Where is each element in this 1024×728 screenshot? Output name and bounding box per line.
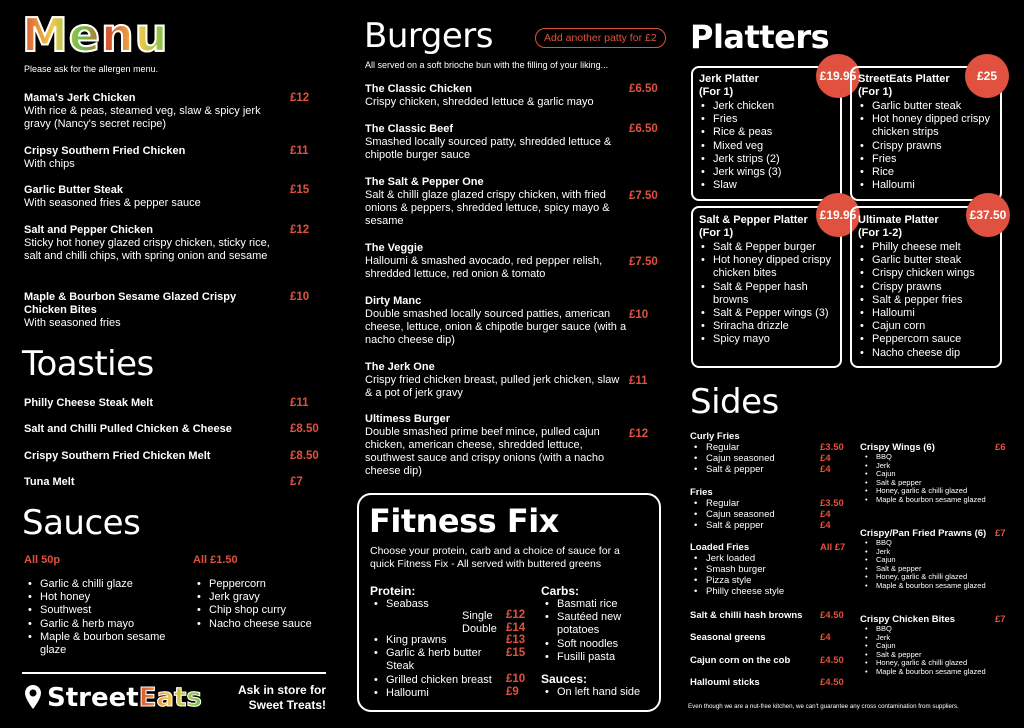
list-item (24, 450, 210, 463)
list-item: • Nacho cheese sauce (193, 618, 333, 631)
list-item: • Salt & Pepper hash browns (697, 281, 842, 307)
list-item: • Hot honey dipped crispy chicken bites (697, 254, 842, 280)
item-desc: Double smashed locally sourced patties, american cheese, lettuce, onion & chipotle burger sauce (with a nacho cheese dip) (365, 308, 627, 346)
sweet-treats-note (218, 683, 326, 713)
item-price: £4 (820, 632, 831, 643)
item-name: The Veggie (365, 242, 424, 254)
item-desc: With rice & peas, steamed veg, slaw & spicy jerk gravy (Nancy's secret recipe) (24, 105, 261, 130)
crispy-wings-list (860, 453, 1000, 505)
list-item: • Halloumi (856, 179, 996, 192)
list-item: • Regular (690, 498, 810, 509)
list-item (365, 176, 627, 228)
list-item: • Jerk (860, 548, 1000, 557)
list-item (365, 83, 625, 109)
item-name: Mama's Jerk Chicken (24, 92, 136, 104)
fries-label: Fries (690, 487, 713, 498)
fries-list (690, 498, 810, 531)
item-price: £4.50 (820, 610, 844, 621)
list-item (365, 123, 625, 162)
item-price: £14 (506, 622, 526, 634)
location-pin-icon (24, 684, 42, 715)
list-item: • Peppercorn sauce (856, 333, 1001, 346)
list-item: • Garlic butter steak (856, 100, 996, 113)
item-price: £10 (290, 291, 310, 303)
carbs-list (541, 598, 653, 664)
sweet-line-1: Ask in store for (237, 683, 326, 697)
list-item (24, 92, 284, 131)
list-item: • On left hand side (541, 686, 653, 699)
list-item: • Garlic & herb butter Steak (370, 647, 500, 673)
list-item: • Crispy prawns (856, 140, 996, 153)
list-item: • Crispy prawns (856, 281, 1001, 294)
list-item (365, 413, 627, 478)
list-item: • BBQ (860, 625, 1000, 634)
item-price: £12 (506, 609, 526, 621)
seabass-double: Double (462, 623, 497, 635)
list-item (24, 291, 274, 330)
platter-items (697, 100, 837, 192)
seabass-single: Single (462, 610, 493, 622)
item-price: £9 (506, 686, 519, 698)
list-item: • Garlic & chilli glaze (24, 578, 174, 591)
list-item: • Salt & pepper (690, 464, 810, 475)
list-item: • BBQ (860, 539, 1000, 548)
list-item: • Hot honey (24, 591, 174, 604)
item-price: £7 (290, 476, 303, 488)
sides-title: Sides (690, 382, 779, 422)
list-item (24, 224, 284, 263)
burgers-subtitle: All served on a soft brioche bun with the filling of your liking... (365, 60, 609, 70)
sauces-50p-list (24, 578, 174, 657)
list-item: • Sriracha drizzle (697, 320, 842, 333)
list-item: • Honey, garlic & chilli glazed (860, 573, 1000, 582)
item-name: Philly Cheese Steak Melt (24, 397, 153, 409)
item-price: £7.50 (629, 190, 658, 202)
platter-name (858, 214, 939, 240)
list-item: • Regular (690, 442, 810, 453)
platter-items (856, 100, 996, 192)
allergy-footnote: Even though we are a nut-free kitchen, we can't guarantee any cross contamination from suppliers. (688, 703, 959, 710)
list-item: • Southwest (24, 604, 174, 617)
item-price: £3.50 (820, 442, 844, 453)
list-item: • Honey, garlic & chilli glazed (860, 487, 1000, 496)
fitness-fix-title: Fitness Fix (369, 502, 559, 540)
sauces-50p-label: All 50p (24, 554, 61, 566)
list-item: • Garlic & herb mayo (24, 618, 174, 631)
list-item: • Salt & pepper (690, 520, 810, 531)
platter-items (697, 241, 842, 347)
platter-title: Jerk Platter (699, 73, 759, 85)
protein-list (370, 598, 520, 611)
protein-label: Protein: (370, 584, 416, 598)
platters-title: Platters (690, 18, 830, 56)
list-item: • Maple & bourbon sesame glazed (860, 668, 1000, 677)
list-item: • Halloumi (370, 687, 500, 700)
loaded-fries-label: Loaded Fries (690, 542, 750, 553)
list-item: • Slaw (697, 179, 837, 192)
item-price: £6 (995, 442, 1006, 453)
list-item: • Nacho cheese dip (856, 347, 1001, 360)
chicken-bites-list (860, 625, 1000, 677)
item-name: Ultimess Burger (365, 413, 450, 425)
list-item: • Cajun (860, 470, 1000, 479)
list-item: • Soft noodles (541, 638, 653, 651)
platter-title: Ultimate Platter (858, 214, 939, 226)
list-item: • Peppercorn (193, 578, 333, 591)
item-desc: With seasoned fries (24, 317, 121, 329)
item-desc: With seasoned fries & pepper sauce (24, 197, 201, 209)
list-item: • Crispy chicken wings (856, 267, 1001, 280)
platter-items (856, 241, 1001, 360)
item-price: £11 (290, 397, 309, 409)
item-price: £6.50 (629, 83, 658, 95)
item-name: Tuna Melt (24, 476, 75, 488)
list-item: • Basmati rice (541, 598, 653, 611)
list-item: • Jerk (860, 462, 1000, 471)
item-name: Salt and Pepper Chicken (24, 224, 153, 236)
list-item: • Chip shop curry (193, 604, 333, 617)
list-item: • King prawns (370, 634, 500, 647)
item-price: £10 (629, 309, 649, 321)
item-name: The Classic Beef (365, 123, 454, 135)
brand-street: Street (47, 683, 139, 713)
brand-logo (47, 683, 202, 713)
list-item: • Rice (856, 166, 996, 179)
item-price: £7 (995, 614, 1006, 625)
platter-name (699, 73, 759, 99)
item-price: £12 (629, 428, 649, 440)
price-badge: £25 (965, 54, 1009, 98)
item-desc: Halloumi & smashed avocado, red pepper relish, shredded lettuce, red onion & tomato (365, 255, 603, 280)
list-item (24, 184, 284, 210)
item-price: £11 (290, 145, 309, 157)
list-item: • Halloumi (856, 307, 1001, 320)
item-price: £4 (820, 509, 831, 520)
item-price: £8.50 (290, 423, 319, 435)
item-name: Crispy Southern Fried Chicken Melt (24, 450, 211, 462)
sauces-150-label: All £1.50 (193, 554, 238, 566)
sweet-line-2: Sweet Treats! (248, 698, 326, 712)
price-badge: £19.95 (816, 193, 860, 237)
crispy-wings-label: Crispy Wings (6) (860, 442, 935, 453)
list-item: • Fusilli pasta (541, 651, 653, 664)
platter-name (858, 73, 950, 99)
list-item: • Honey, garlic & chilli glazed (860, 659, 1000, 668)
price-badge: £19.95 (816, 54, 860, 98)
list-item: • Cajun corn (856, 320, 1001, 333)
list-item (24, 145, 284, 171)
item-name: The Jerk One (365, 361, 435, 373)
curly-fries-label: Curly Fries (690, 431, 740, 442)
burgers-title: Burgers (364, 16, 493, 56)
item-name: Salt and Chilli Pulled Chicken & Cheese (24, 423, 232, 435)
item-name: Garlic Butter Steak (24, 184, 124, 196)
list-item: • Philly cheese melt (856, 241, 1001, 254)
item-name: The Salt & Pepper One (365, 176, 484, 188)
list-item: • Salt & Pepper burger (697, 241, 842, 254)
list-item: • Grilled chicken breast (370, 674, 500, 687)
side-seasonal-greens: Seasonal greens (690, 632, 766, 643)
sauces-title: Sauces (22, 503, 141, 543)
list-item: • BBQ (860, 453, 1000, 462)
list-item: • Maple & bourbon sesame glaze (24, 631, 174, 657)
item-desc: Sticky hot honey glazed crispy chicken, sticky rice, salt and chilli chips, with spring onion and sesame (24, 237, 270, 262)
platter-title: Salt & Pepper Platter (699, 214, 808, 226)
chicken-bites-label: Crispy Chicken Bites (860, 614, 956, 625)
item-price: £7 (995, 528, 1006, 539)
item-price: £12 (290, 92, 310, 104)
platter-serves: (For 1-2) (858, 227, 902, 239)
list-item (24, 423, 232, 436)
list-item: • Pizza style (690, 575, 820, 586)
item-desc: Double smashed prime beef mince, pulled cajun chicken, american cheese, shredded lettuce, southwest sauce and crispy onions (with a nacho cheese dip) (365, 426, 605, 477)
item-price: £10 (506, 673, 526, 685)
item-price: £6.50 (629, 123, 658, 135)
protein-list-more (370, 634, 500, 700)
add-patty-pill: Add another patty for £2 (535, 28, 666, 48)
list-item: • Mixed veg (697, 140, 837, 153)
platter-serves: (For 1) (858, 86, 893, 98)
list-item: • Fries (856, 153, 996, 166)
list-item: • Fries (697, 113, 837, 126)
item-desc: Smashed locally sourced patty, shredded lettuce & chipotle burger sauce (365, 136, 612, 161)
item-desc: Salt & chilli glaze glazed crispy chicken, with fried onions & peppers, shredded lettuce, spicy mayo & sesame (365, 189, 610, 227)
item-price: £12 (290, 224, 310, 236)
platter-serves: (For 1) (699, 227, 734, 239)
item-desc: Crispy chicken, shredded lettuce & garlic mayo (365, 96, 594, 108)
item-price: £3.50 (820, 498, 844, 509)
platter-title: StreetEats Platter (858, 73, 950, 85)
item-price: £15 (290, 184, 310, 196)
carbs-label: Carbs: (541, 584, 580, 598)
menu-title: Menu (22, 8, 169, 62)
list-item: • Cajun (860, 556, 1000, 565)
item-price: £4.50 (820, 655, 844, 666)
list-item: • Jerk loaded (690, 553, 820, 564)
item-name: Cripsy Southern Fried Chicken (24, 145, 186, 157)
item-price: £4.50 (820, 677, 844, 688)
item-name: The Classic Chicken (365, 83, 472, 95)
brand-eats: Eats (138, 683, 202, 713)
list-item: • Philly cheese style (690, 586, 820, 597)
item-price: £7.50 (629, 256, 658, 268)
price-badge: £37.50 (966, 193, 1010, 237)
item-name: Dirty Manc (365, 295, 422, 307)
list-item: • Smash burger (690, 564, 820, 575)
side-halloumi-sticks: Halloumi sticks (690, 677, 760, 688)
list-item (365, 295, 627, 347)
list-item: • Seabass (370, 598, 520, 611)
list-item: • Cajun (860, 642, 1000, 651)
list-item: • Rice & peas (697, 126, 837, 139)
item-price: £13 (506, 634, 526, 646)
list-item: • Jerk gravy (193, 591, 333, 604)
item-price: £15 (506, 647, 526, 659)
list-item: • Spicy mayo (697, 333, 842, 346)
platter-serves: (For 1) (699, 86, 734, 98)
fitness-sauces-label: Sauces: (541, 672, 588, 686)
list-item: • Jerk strips (2) (697, 153, 837, 166)
toasties-title: Toasties (22, 344, 154, 384)
list-item (24, 476, 75, 489)
item-price: £11 (629, 375, 648, 387)
divider (22, 672, 326, 674)
item-price: £4 (820, 464, 831, 475)
list-item (365, 242, 627, 281)
list-item: • Jerk chicken (697, 100, 837, 113)
prawns-list (860, 539, 1000, 591)
list-item: • Salt & pepper (860, 651, 1000, 660)
list-item: • Sautéed new potatoes (541, 611, 653, 637)
salt-pepper-platter-card (691, 206, 842, 368)
curly-fries-list (690, 442, 810, 475)
fitness-fix-desc: Choose your protein, carb and a choice of sauce for a quick Fitness Fix - All served with buttered greens (370, 545, 620, 570)
item-desc: Crispy fried chicken breast, pulled jerk chicken, slaw & a pot of jerk gravy (365, 374, 620, 399)
list-item (365, 361, 627, 400)
list-item: • Cajun seasoned (690, 453, 810, 464)
list-item: • Jerk (860, 634, 1000, 643)
list-item: • Salt & pepper (860, 479, 1000, 488)
list-item: • Maple & bourbon sesame glazed (860, 582, 1000, 591)
allergen-note: Please ask for the allergen menu. (24, 64, 159, 74)
item-price: £4 (820, 520, 831, 531)
item-price: £8.50 (290, 450, 319, 462)
prawns-label: Crispy/Pan Fried Prawns (6) (860, 528, 987, 539)
list-item: • Maple & bourbon sesame glazed (860, 496, 1000, 505)
platter-name (699, 214, 808, 240)
fitness-sauces-list (541, 686, 653, 699)
list-item: • Salt & Pepper wings (3) (697, 307, 842, 320)
side-hash-browns: Salt & chilli hash browns (690, 610, 803, 621)
list-item (24, 397, 153, 410)
list-item: • Salt & pepper fries (856, 294, 1001, 307)
list-item: • Hot honey dipped crispy chicken strips (856, 113, 996, 139)
item-price: £4 (820, 453, 831, 464)
item-name: Maple & Bourbon Sesame Glazed Crispy Chicken Bites (24, 291, 237, 316)
sauces-150-list (193, 578, 333, 631)
side-cajun-corn: Cajun corn on the cob (690, 655, 791, 666)
item-desc: With chips (24, 158, 75, 170)
item-price: All £7 (820, 542, 846, 553)
list-item: • Salt & pepper (860, 565, 1000, 574)
list-item: • Jerk wings (3) (697, 166, 837, 179)
list-item: • Garlic butter steak (856, 254, 1001, 267)
list-item: • Cajun seasoned (690, 509, 810, 520)
loaded-fries-list (690, 553, 820, 597)
